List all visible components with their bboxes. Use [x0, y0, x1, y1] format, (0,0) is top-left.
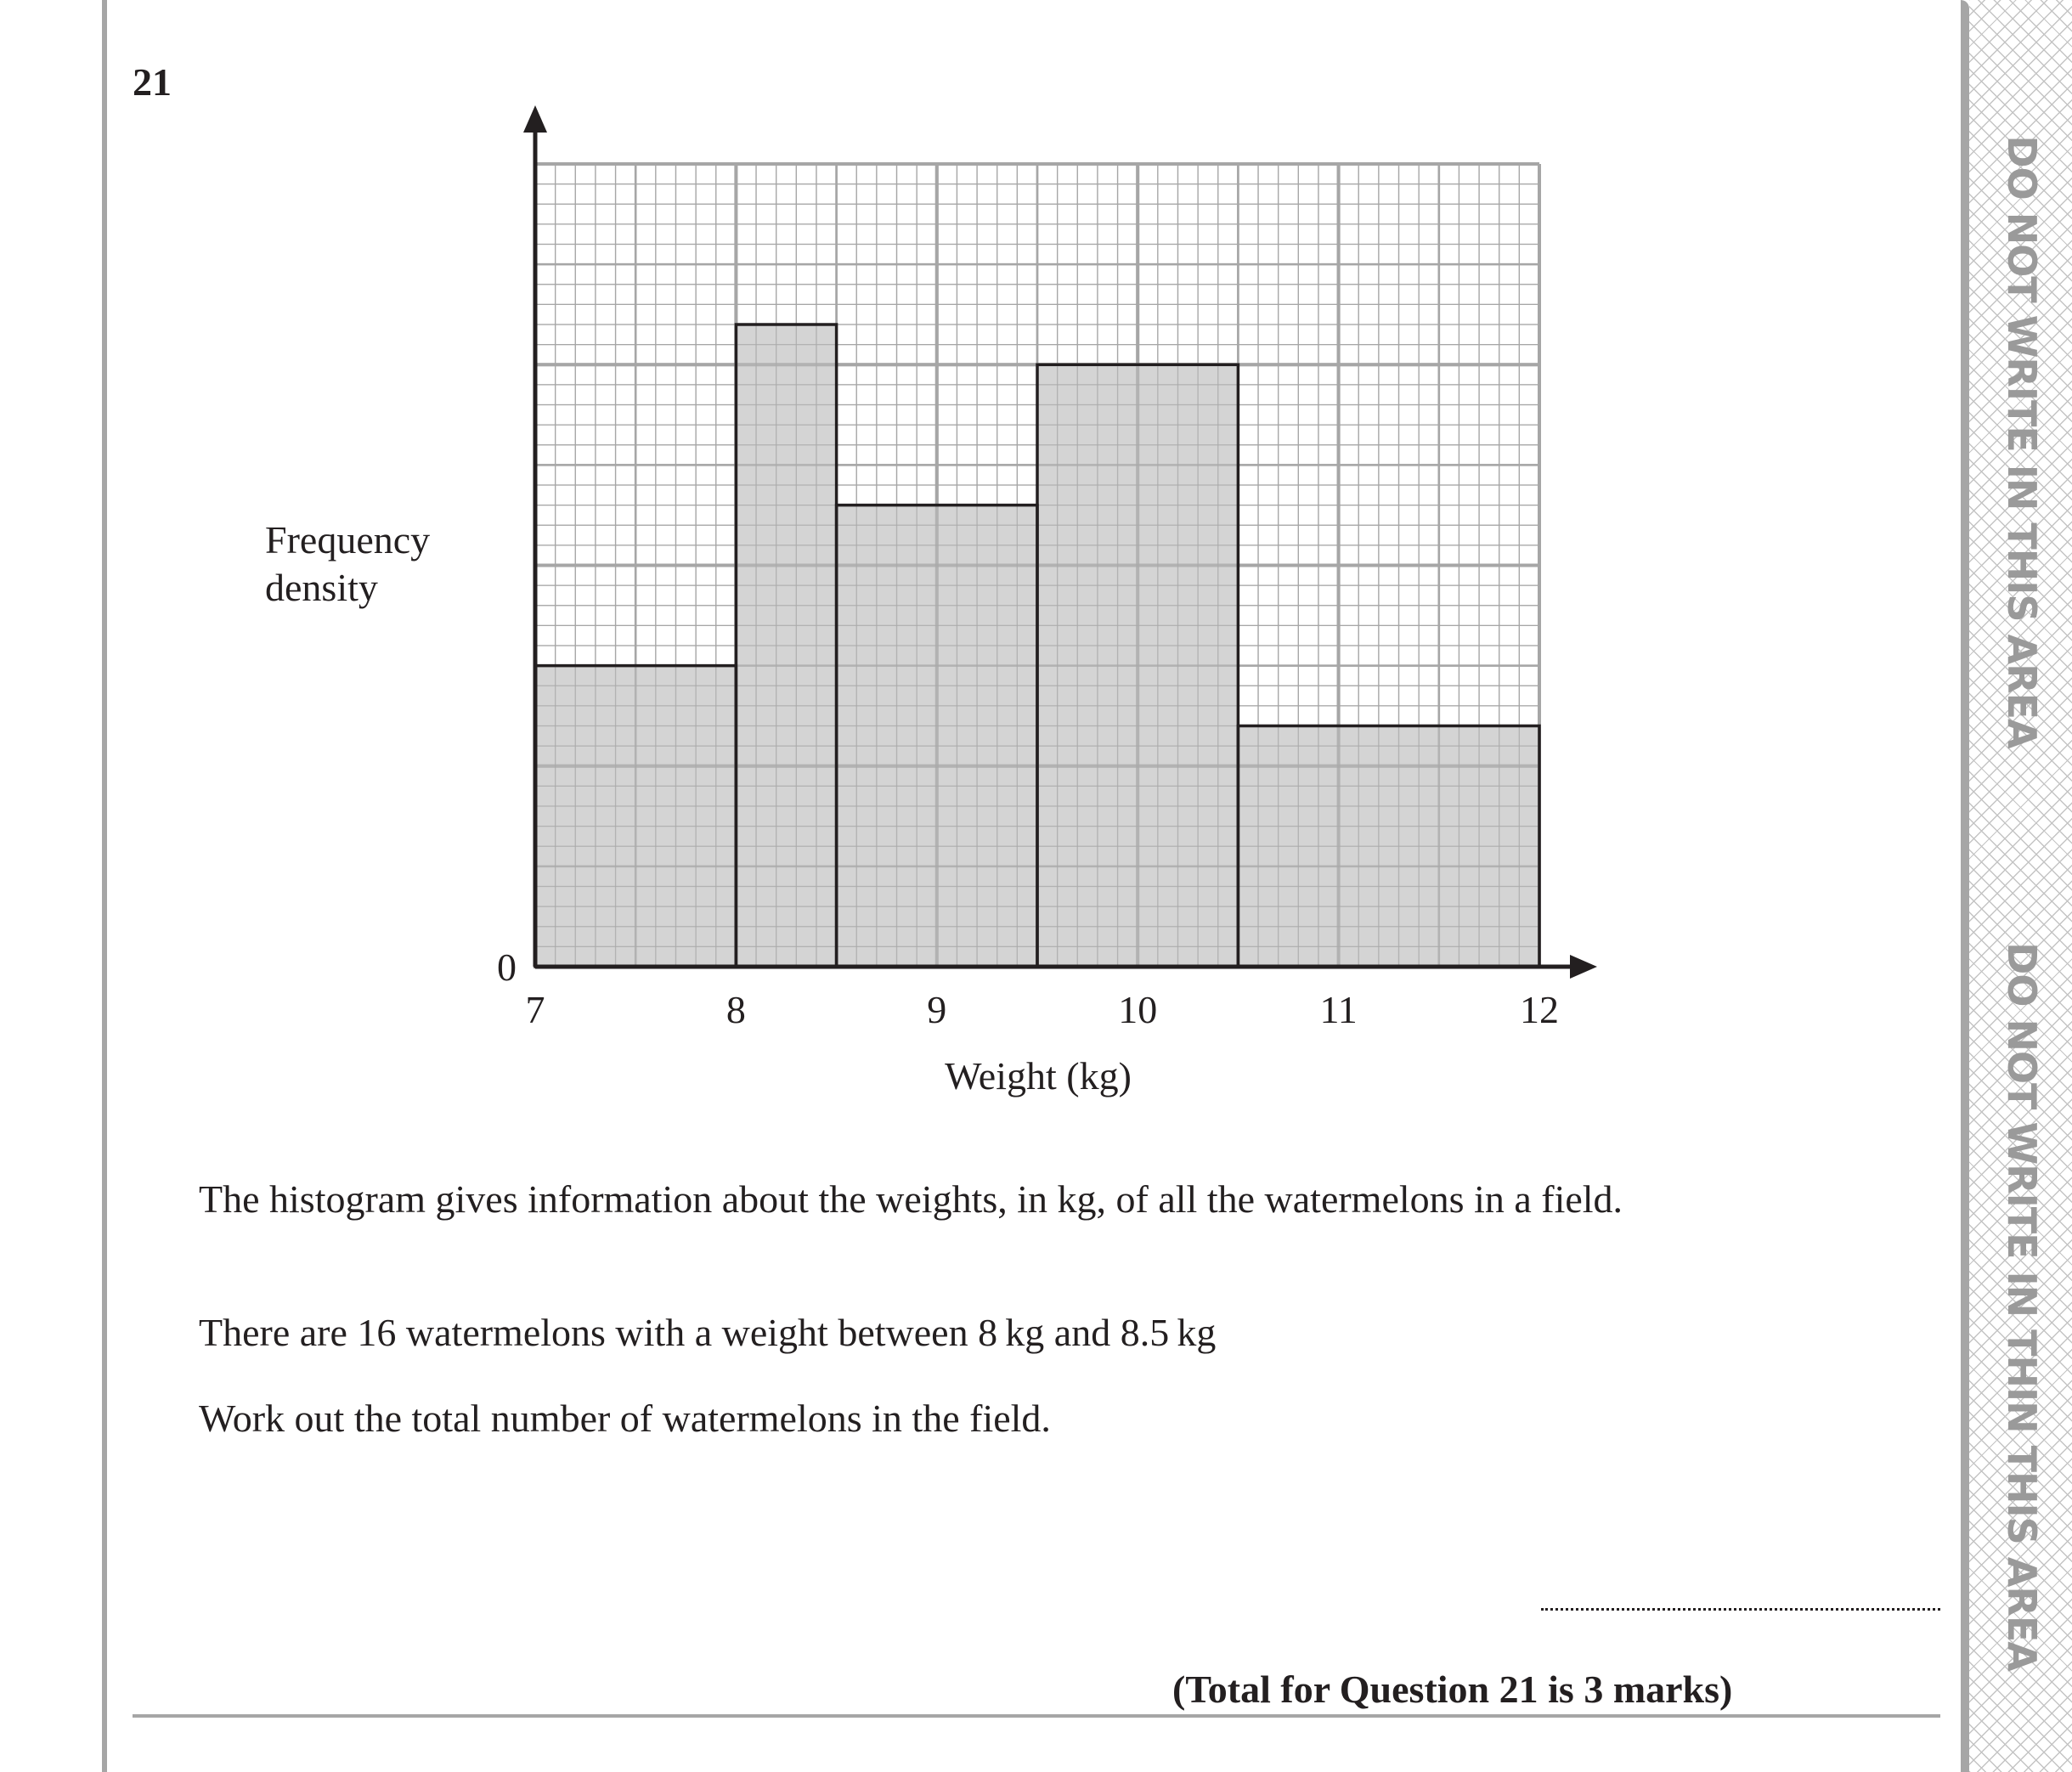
x-tick-label-10: 10	[1118, 988, 1158, 1031]
margin-notice-bottom: DO NOT WRITE IN THIN THIS AREA	[1999, 942, 2045, 1671]
y-axis-arrow	[523, 105, 547, 133]
x-tick-label-9: 9	[927, 988, 947, 1031]
question-paragraph-3: Work out the total number of watermelons in the field.	[199, 1397, 1051, 1440]
x-tick-label-7: 7	[525, 988, 545, 1031]
margin-notice-top: DO NOT WRITE IN THIS AREA	[1999, 135, 2045, 748]
x-axis-label: Weight (kg)	[945, 1054, 1132, 1098]
y-axis-label-line-2: density	[265, 566, 378, 609]
question-total-marks: (Total for Question 21 is 3 marks)	[1172, 1668, 1733, 1711]
question-paragraph-1: The histogram gives information about the weights, in kg, of all the watermelons in a field.	[199, 1177, 1623, 1221]
question-paragraph-2: There are 16 watermelons with a weight between 8 kg and 8.5 kg	[199, 1311, 1217, 1354]
answer-line[interactable]	[1541, 1608, 1940, 1611]
question-divider	[133, 1714, 1940, 1718]
y-tick-label-0: 0	[497, 945, 517, 989]
x-axis-arrow	[1570, 955, 1597, 979]
question-number: 21	[133, 60, 172, 104]
y-axis-label-line-1: Frequency	[265, 518, 431, 562]
x-tick-label-11: 11	[1319, 988, 1358, 1031]
x-tick-label-12: 12	[1520, 988, 1559, 1031]
x-tick-label-8: 8	[725, 988, 746, 1031]
